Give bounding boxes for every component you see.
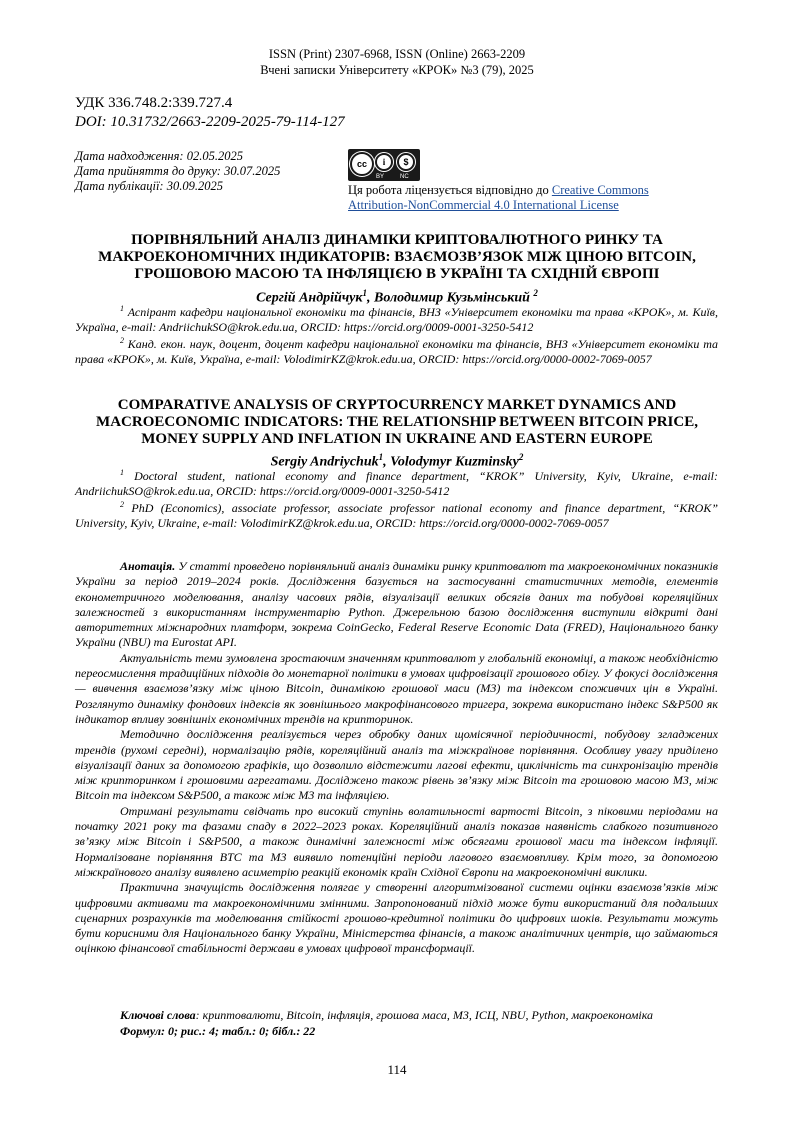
title-en-line: MACROECONOMIC INDICATORS: THE RELATIONSHIP BETWEEN BITCOIN PRICE, <box>96 414 698 430</box>
title-en-line: COMPARATIVE ANALYSIS OF CRYPTOCURRENCY MARKET DYNAMICS AND <box>117 397 677 413</box>
doi: DOI: 10.31732/2663-2209-2025-79-114-127 <box>75 114 345 130</box>
author-name: Volodymyr Kuzminsky <box>390 454 519 470</box>
aff-sup: 2 <box>120 500 124 509</box>
aff-sup: 1 <box>120 304 124 313</box>
affiliation-2 <box>75 498 718 530</box>
cc-icon: cc <box>350 152 374 176</box>
keywords <box>120 1008 653 1023</box>
aff-text: Канд. екон. наук, доцент, доцент кафедри національної економіки та фінансів, ВНЗ «Університет економіки та права «КРОК», м. Київ, Україна, e-mail: VolodimirKZ@krok.edu.ua, ORCID: https://orcid.org/0000-0002-7069-0057 <box>75 337 719 366</box>
affiliation-1 <box>75 466 718 498</box>
aff-text: Аспірант кафедри національної економіки та фінансів, ВНЗ «Університет економіки та права «КРОК», м. Київ, Україна, e-mail: AndriichukSO@krok.edu.ua, ORCID: https://orcid.org/0009-0001-3250-5412 <box>75 305 719 334</box>
by-label: BY <box>376 174 385 180</box>
author-name: Sergiy Andriychuk <box>270 454 379 470</box>
title-ua <box>60 232 734 283</box>
affiliations-en <box>75 466 718 530</box>
aff-sup: 1 <box>120 468 124 477</box>
date-accepted: Дата прийняття до друку: 30.07.2025 <box>75 164 281 178</box>
title-en-line: MONEY SUPPLY AND INFLATION IN UKRAINE AND EASTERN EUROPE <box>141 431 653 447</box>
abstract-label: Анотація. <box>120 559 176 573</box>
authors-en: Sergiy Andriychuk$^1$, Volodymyr Kuzminsky$^2$ <box>270 452 524 470</box>
abstract-paragraph-1 <box>75 559 718 651</box>
affiliation-1 <box>75 302 718 334</box>
nc-label: NC <box>400 174 409 180</box>
journal-line: Вчені записки Університету «КРОК» №3 (79), 2025 <box>260 63 534 77</box>
keywords-text: : криптовалюти, Bitcoin, інфляція, грошова маса, M3, ІСЦ, NBU, Python, макроекономіка <box>195 1008 654 1022</box>
abstract-paragraph-4: Отримані результати свідчать про високий ступінь волатильності вартості Bitcoin, з піковими періодами на початку 2021 року та фазами спаду в 2022–2023 роках. Кореляційний аналіз показав наявність слабкого позитивного зв’язку між Bitcoin і S&P500, а також динамічні залежності між обсягами грошової маси та індексом інфляції. Нормалізоване порівняння BTC та M3 виявило потенційні періоди лагового взаємовпливу. Крім того, за допомогою міжкраїнового аналізу виявлено асиметрію реакцій економік країн Східної Європи на макроекономічні виклики. <box>75 803 718 879</box>
date-received: Дата надходження: 02.05.2025 <box>75 149 243 163</box>
aff-text: PhD (Economics), associate professor, associate professor national economy and finance department, “KROK” University, Kyiv, Ukraine, e-mail: VolodimirKZ@krok.edu.ua, ORCID: https://orcid.org/0000-0002-7069-0057 <box>75 501 718 530</box>
aff-text: Doctoral student, national economy and finance department, “KROK” University, Kyiv, Ukraine, e-mail: AndriichukSO@krok.edu.ua, ORCID: https://orcid.org/0009-0001-3250-5412 <box>75 469 719 498</box>
abstract-text: У статті проведено порівняльний аналіз динаміки ринку криптовалют та макроекономічних показників України за період 2019–2024 років. Дослідження базується на застосуванні статистичних методів, елементів економетричного моделювання, аналізу часових рядів, візуалізації великих обсягів даних та побудові кореляційних залежностей з використанням інструментарію Python. Джерельною базою дослідження виступили відкриті дані авторитетних міжнародних платформ, зокрема CoinGecko, Federal Reserve Economic Data (FRED), Національного банку України (NBU) та Eurostat API. <box>75 559 718 650</box>
title-ua-line: МАКРОЕКОНОМІЧНИХ ІНДИКАТОРІВ: ВЗАЄМОЗВ’ЯЗОК МІЖ ЦІНОЮ BITCOIN, <box>98 249 696 265</box>
affiliation-2 <box>75 334 718 366</box>
author-sup: 2 <box>518 452 524 462</box>
author-name: Володимир Кузьмінський <box>373 290 530 306</box>
author-name: Сергій Андрійчук <box>256 290 363 306</box>
author-sup: 1 <box>378 452 384 462</box>
license-link[interactable]: Creative Commons <box>551 183 649 197</box>
date-published: Дата публікації: 30.09.2025 <box>75 179 223 193</box>
author-sup: 2 <box>533 288 538 298</box>
authors-ua: Сергій Андрійчук$^1$, Володимир Кузьмінський $^2$ <box>256 288 538 306</box>
title-en <box>60 397 734 448</box>
license-link-cont[interactable]: Attribution-NonCommercial 4.0 International License <box>348 198 619 212</box>
issn-line: ISSN (Print) 2307-6968, ISSN (Online) 2663-2209 <box>268 47 526 61</box>
page-number: 114 <box>387 1062 407 1077</box>
abstract <box>75 559 718 957</box>
title-ua-line: ПОРІВНЯЛЬНИЙ АНАЛІЗ ДИНАМІКИ КРИПТОВАЛЮТНОГО РИНКУ ТА <box>131 232 663 248</box>
aff-sup: 2 <box>120 336 124 345</box>
author-sup: 1 <box>362 288 367 298</box>
license-prefix: Ця робота ліцензується відповідно до <box>348 183 552 197</box>
abstract-paragraph-2: Актуальність теми зумовлена зростаючим значенням криптовалют у глобальній економіці, а також необхідністю переосмислення традиційних підходів до монетарної політики в умовах цифровізації грошового обігу. У фокусі дослідження — вивчення взаємозв’язку між ціною Bitcoin, динамікою грошової маси (M3) та індексом споживчих цін в Україні. Розглянуто динаміку фондових індексів як зовнішнього макрофінансового тригера, зокрема використано індекс S&P500 як індикатор впливу зовнішніх економічних трендів на крипторинок. <box>75 650 718 726</box>
publication-dates <box>75 149 280 194</box>
abstract-paragraph-5: Практична значущість дослідження полягає у створенні алгоритмізованої системи оцінки взаємозв’язків між цифровими активами та макроекономічними змінними. Запропонований підхід може бути використаний для подальших сценарних розрахунків та моделювання стійкості грошово-кредитної політики до цифрових шоків. Результати можуть бути корисними для Національного банку України, Міністерства фінансів, а також аналітичних центрів, що займаються оцінкою фінансової стабільності держави в умовах цифрової трансформації. <box>75 880 718 956</box>
article-stats <box>120 1024 315 1039</box>
by-icon: i <box>375 153 393 171</box>
abstract-paragraph-3: Методично дослідження реалізується через обробку даних щомісячної періодичності, побудову згладжених трендів (рухомі середні), нормалізацію рядів, кореляційний аналіз та міжкраїнове порівняння. Особливу увагу приділено візуалізації даних за допомогою графіків, що дозволило відстежити лагові ефекти, циклічність та синхронізацію трендів між крипторинком і грошовими агрегатами. Досліджено також рівень зв’язку між Bitcoin та грошовою масою M3, між Bitcoin та індексом S&P500, а також між M3 та інфляцією. <box>75 727 718 803</box>
udk-code: УДК 336.748.2:339.727.4 <box>75 95 233 111</box>
title-ua-line: ГРОШОВОЮ МАСОЮ ТА ІНФЛЯЦІЄЮ В УКРАЇНІ ТА СХІДНІЙ ЄВРОПІ <box>134 266 660 282</box>
nc-icon: $ <box>397 153 415 171</box>
stats-text: Формул: 0; рис.: 4; табл.: 0; бібл.: 22 <box>120 1024 316 1038</box>
keywords-label: Ключові слова <box>120 1008 196 1022</box>
license-text <box>348 183 649 213</box>
cc-license-badge[interactable] <box>348 149 420 181</box>
affiliations-ua <box>75 302 718 366</box>
